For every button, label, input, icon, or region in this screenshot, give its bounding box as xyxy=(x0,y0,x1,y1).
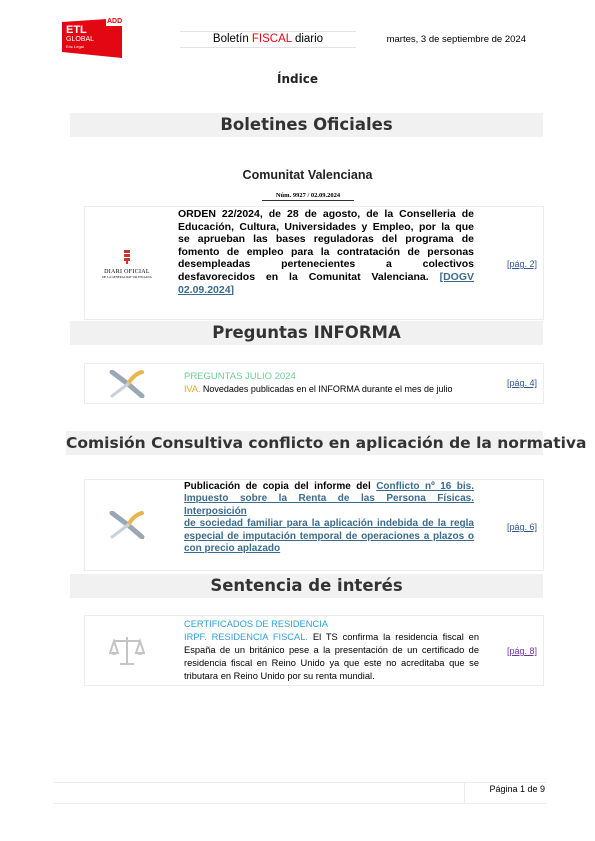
page-counter: Página 1 de 9 xyxy=(489,784,545,794)
sentencia-tag: IRPF. RESIDENCIA FISCAL. xyxy=(184,632,308,642)
sentencia-line: residencia fiscal en Reino Unido ya que este no acreditaba que se xyxy=(184,658,479,668)
comision-line: Publicación de copia del informe del Conflicto nº 16 bis. xyxy=(184,481,474,492)
logo-global: GLOBAL xyxy=(66,36,95,43)
logo-tagline: Eric Legal xyxy=(66,44,84,49)
conflicto-link[interactable]: con precio aplazado xyxy=(184,543,281,555)
diari-oficial-logo xyxy=(85,207,169,319)
dogv-logo-text: DIARI OFICIAL xyxy=(104,268,150,275)
page-link-6[interactable]: [pág. 6] xyxy=(506,522,537,532)
sentencia-card xyxy=(84,615,544,686)
page-link-2[interactable]: [pág. 2] xyxy=(506,259,537,269)
orden-line: desempleadas pertenecientes a colectivos xyxy=(178,258,474,271)
informa-kicker: PREGUNTAS JULIO 2024 xyxy=(184,371,296,382)
section-boletines-oficiales: Boletines Oficiales xyxy=(70,113,543,137)
sentencia-kicker: CERTIFICADOS DE RESIDENCIA xyxy=(184,619,328,629)
dogv-emblem-icon xyxy=(123,250,131,264)
justice-scales-icon xyxy=(109,633,145,669)
bulletin-title: Boletín FISCAL diario xyxy=(180,31,356,48)
orden-line: se aprueban las bases reguladoras del programa de xyxy=(178,233,474,246)
page-link-4[interactable]: [pág. 4] xyxy=(506,378,537,388)
orden-line: fomento de empleo para la contratación de personas xyxy=(178,245,474,258)
aeat-icon xyxy=(108,370,146,398)
header-date: martes, 3 de septiembre de 2024 xyxy=(386,34,526,45)
issue-number: Núm. 9927 / 02.09.2024 xyxy=(262,192,354,201)
scales-icon xyxy=(85,616,169,685)
section-preguntas-informa: Preguntas INFORMA xyxy=(70,321,543,345)
conflicto-link[interactable]: especial de imputación temporal de operaciones a plazos o xyxy=(184,530,474,542)
section-sentencia-interes: Sentencia de interés xyxy=(70,574,543,598)
section-comision-consultiva: Comisión Consultiva conflicto en aplicación de la normativa xyxy=(66,431,543,455)
informa-card xyxy=(84,363,544,404)
dogv-link-date[interactable]: 02.09.2024] xyxy=(178,283,235,296)
company-logo xyxy=(62,18,122,58)
orden-line: ORDEN 22/2024, de 28 de agosto, de la Conselleria de xyxy=(178,208,474,220)
region-title: Comunitat Valenciana xyxy=(242,168,373,182)
informa-tag: IVA. xyxy=(184,384,201,394)
logo-etl: ETL xyxy=(66,24,87,36)
aeat-logo xyxy=(85,364,169,403)
bulletin-title-accent: FISCAL xyxy=(251,33,292,45)
aeat-logo xyxy=(85,480,169,570)
conflicto-link[interactable]: Impuesto sobre la Renta de las Persona Físicas. Interposición xyxy=(184,493,474,517)
index-title: Índice xyxy=(277,72,318,86)
aeat-icon xyxy=(108,511,146,539)
boletin-card xyxy=(84,206,544,320)
comision-card xyxy=(84,479,544,571)
orden-line: Educación, Cultura, Universidades y Empleo, por la que xyxy=(178,220,474,233)
orden-line-last: desfavorecidos en la Comunitat Valenciana. [DOGV xyxy=(178,270,474,283)
dogv-logo-subtext: DE LA GENERALITAT VALENCIANA xyxy=(102,274,152,279)
footer-bar xyxy=(54,782,546,804)
logo-add: ADD xyxy=(107,18,123,25)
dogv-link[interactable]: [DOGV xyxy=(439,270,474,283)
informa-text: IVA. Novedades publicadas en el INFORMA durante el mes de julio xyxy=(184,384,453,394)
conflicto-link[interactable]: de sociedad familiar para la aplicación indebida de la regla xyxy=(184,518,474,530)
sentencia-line: tributara en Reino Unido por su renta mundial. xyxy=(184,671,375,681)
sentencia-line: IRPF. RESIDENCIA FISCAL. El TS confirma la residencia fiscal en xyxy=(184,632,479,642)
page-link-8[interactable]: [pág. 8] xyxy=(506,646,537,656)
conflicto-link[interactable]: Conflicto nº 16 bis. xyxy=(376,481,474,492)
sentencia-line: España de un británico pese a la presentación de un certificado de xyxy=(184,645,479,655)
